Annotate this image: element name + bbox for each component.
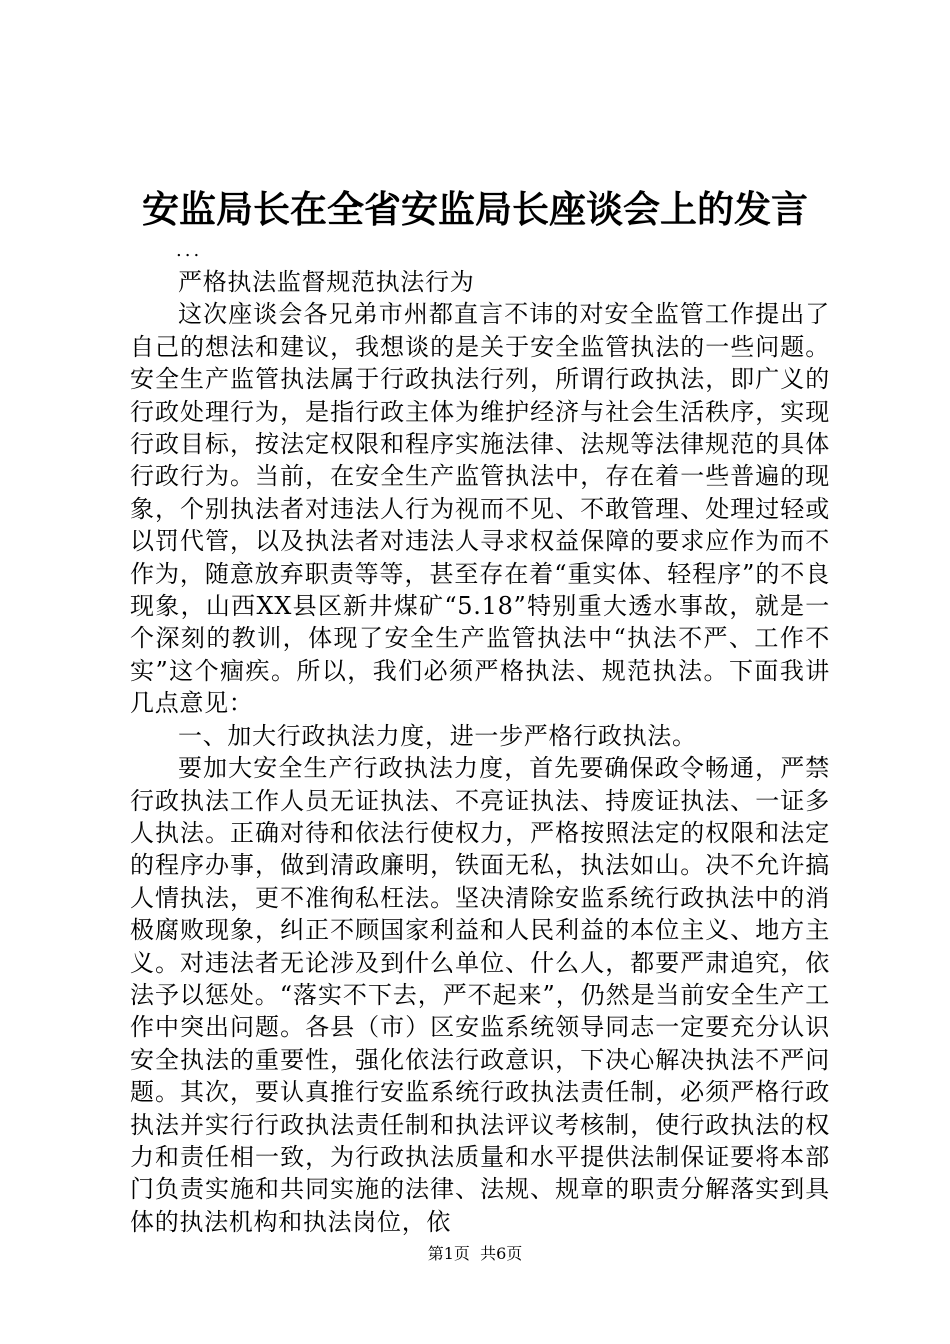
- document-body: [130, 266, 830, 1238]
- document-title: 安监局长在全省安监局长座谈会上的发言: [142, 188, 808, 231]
- page-number-footer: 第1页 共6页: [427, 1244, 523, 1263]
- body-paragraph: 要加大安全生产行政执法力度，首先要确保政令畅通，严禁行政执法工作人员无证执法、不亮证执法、持废证执法、一证多人执法。正确对待和依法行使权力，严格按照法定的权限和法定的程序办事，做到清政廉明，铁面无私，执法如山。决不允许搞人情执法，更不准徇私枉法。坚决清除安监系统行政执法中的消极腐败现象，纠正不顾国家利益和人民利益的本位主义、地方主义。对违法者无论涉及到什么单位、什么人，都要严肃追究，依法予以惩处。“落实不下去，严不起来”，仍然是当前安全生产工作中突出问题。各县（市）区安监系统领导同志一定要充分认识安全执法的重要性，强化依法行政意识，下决心解决执法不严问题。其次，要认真推行安监系统行政执法责任制，必须严格行政执法并实行行政执法责任制和执法评议考核制，使行政执法的权力和责任相一致，为行政执法质量和水平提供法制保证要将本部门负责实施和共同实施的法律、法规、规章的职责分解落实到具体的执法机构和执法岗位，依: [130, 754, 830, 1236]
- body-paragraph: 这次座谈会各兄弟市州都直言不讳的对安全监管工作提出了自己的想法和建议，我想谈的是关于安全监管执法的一些问题。安全生产监管执法属于行政执法行列，所谓行政执法，即广义的行政处理行为，是指行政主体为维护经济与社会生活秩序，实现行政目标，按法定权限和程序实施法律、法规等法律规范的具体行政行为。当前，在安全生产监管执法中，存在着一些普遍的现象，个别执法者对违法人行为视而不见、不敢管理、处理过轻或以罚代管，以及执法者对违法人寻求权益保障的要求应作为而不作为，随意放弃职责等等，甚至存在着“重实体、轻程序”的不良现象，山西XX县区新井煤矿“5.18”特别重大透水事故，就是一个深刻的教训，体现了安全生产监管执法中“执法不严、工作不实”这个痼疾。所以，我们必须严格执法、规范执法。下面我讲几点意见：: [130, 300, 830, 718]
- section-subtitle: 严格执法监督规范执法行为: [178, 268, 475, 296]
- section-heading: 一、加大行政执法力度，进一步严格行政执法。: [178, 721, 697, 750]
- ellipsis-marker: ...: [176, 240, 203, 261]
